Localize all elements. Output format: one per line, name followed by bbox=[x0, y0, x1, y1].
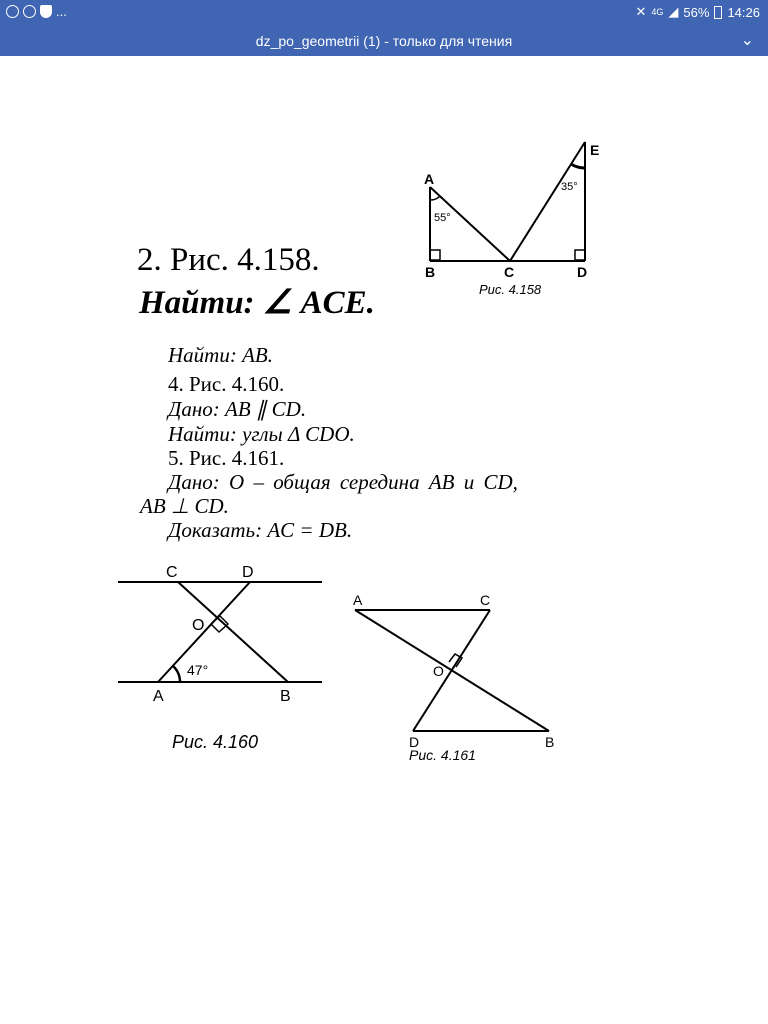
chevron-down-icon[interactable]: ⌄ bbox=[740, 32, 754, 49]
label-c: C bbox=[166, 564, 178, 581]
figure-4-161 bbox=[345, 590, 565, 770]
figure-4-160 bbox=[110, 558, 330, 758]
cut-line-clip bbox=[160, 343, 320, 370]
cut-line: Найти: AB. bbox=[168, 343, 273, 367]
label-a: A bbox=[153, 688, 164, 705]
figure-4-160-caption: Рис. 4.160 bbox=[172, 732, 259, 752]
right-angle-d bbox=[575, 250, 585, 260]
find-label: Найти bbox=[139, 285, 244, 321]
segment-ce bbox=[510, 142, 585, 261]
figure-4-158-caption: Рис. 4.158 bbox=[479, 282, 542, 297]
angle-arc-a bbox=[173, 666, 180, 682]
find-text: : ∠ ACE. bbox=[243, 285, 375, 321]
problem-2-find bbox=[139, 282, 375, 322]
label-o: O bbox=[192, 617, 205, 634]
signal-icon: ◢ bbox=[668, 4, 679, 19]
label-o: O bbox=[433, 663, 444, 679]
status-bar-notifications bbox=[6, 4, 67, 19]
label-b: B bbox=[545, 734, 555, 750]
shield-icon bbox=[40, 5, 52, 18]
label-d: D bbox=[242, 564, 254, 581]
problem-5-prove bbox=[168, 518, 352, 543]
find-text: : углы Δ CDO. bbox=[229, 422, 355, 446]
clock: 14:26 bbox=[727, 4, 760, 20]
battery-percent: 56% bbox=[683, 4, 710, 20]
angle-arc-e bbox=[571, 164, 585, 168]
angle-label: 47° bbox=[187, 662, 209, 678]
battery-icon bbox=[714, 6, 722, 19]
given-text: : O – общая середина AB и CD, bbox=[212, 470, 518, 494]
given-text: : AB ∥ CD. bbox=[212, 397, 307, 421]
notification-icon bbox=[23, 5, 36, 18]
label-d: D bbox=[577, 264, 588, 280]
label-a: A bbox=[353, 592, 363, 608]
figure-4-158 bbox=[415, 140, 615, 300]
given-label: Дано bbox=[168, 470, 213, 494]
figure-4-161-caption: Рис. 4.161 bbox=[409, 747, 476, 763]
prove-text: : AC = DB. bbox=[255, 518, 353, 542]
problem-5-number: 5. Рис. 4.161. bbox=[168, 446, 285, 470]
problem-5-given bbox=[168, 470, 518, 495]
label-c: C bbox=[504, 264, 515, 280]
segment-cd bbox=[413, 610, 490, 731]
label-b: B bbox=[280, 688, 291, 705]
more-notifications: ... bbox=[56, 4, 67, 19]
given-label: Дано bbox=[168, 397, 213, 421]
status-bar-system bbox=[636, 4, 761, 20]
right-angle-b bbox=[430, 250, 440, 260]
label-c: C bbox=[480, 592, 491, 608]
segment-ac bbox=[430, 187, 510, 261]
document-page[interactable] bbox=[0, 56, 768, 1024]
prove-label: Доказать bbox=[168, 518, 256, 542]
notification-icon bbox=[6, 5, 19, 18]
angle-arc-a bbox=[430, 196, 440, 200]
find-label: Найти bbox=[168, 422, 230, 446]
problem-4-find bbox=[168, 422, 355, 447]
label-a: A bbox=[424, 171, 435, 187]
angle-e-label: 35° bbox=[561, 181, 578, 193]
problem-2-number: 2. Рис. 4.158. bbox=[137, 242, 320, 278]
label-e: E bbox=[590, 142, 600, 158]
angle-a-label: 55° bbox=[434, 212, 451, 224]
problem-4-number: 4. Рис. 4.160. bbox=[168, 372, 285, 396]
problem-4-given bbox=[168, 397, 306, 422]
label-d: D bbox=[409, 734, 420, 750]
document-title: dz_po_geometrii (1) - только для чтения bbox=[255, 33, 513, 49]
label-b: B bbox=[425, 264, 436, 280]
status-bar bbox=[0, 0, 768, 26]
problem-5-given-2: AB ⊥ CD. bbox=[140, 494, 229, 518]
mute-icon: ✕ bbox=[635, 4, 647, 19]
network-type: 4G bbox=[651, 7, 664, 17]
document-title-bar[interactable] bbox=[0, 26, 768, 56]
